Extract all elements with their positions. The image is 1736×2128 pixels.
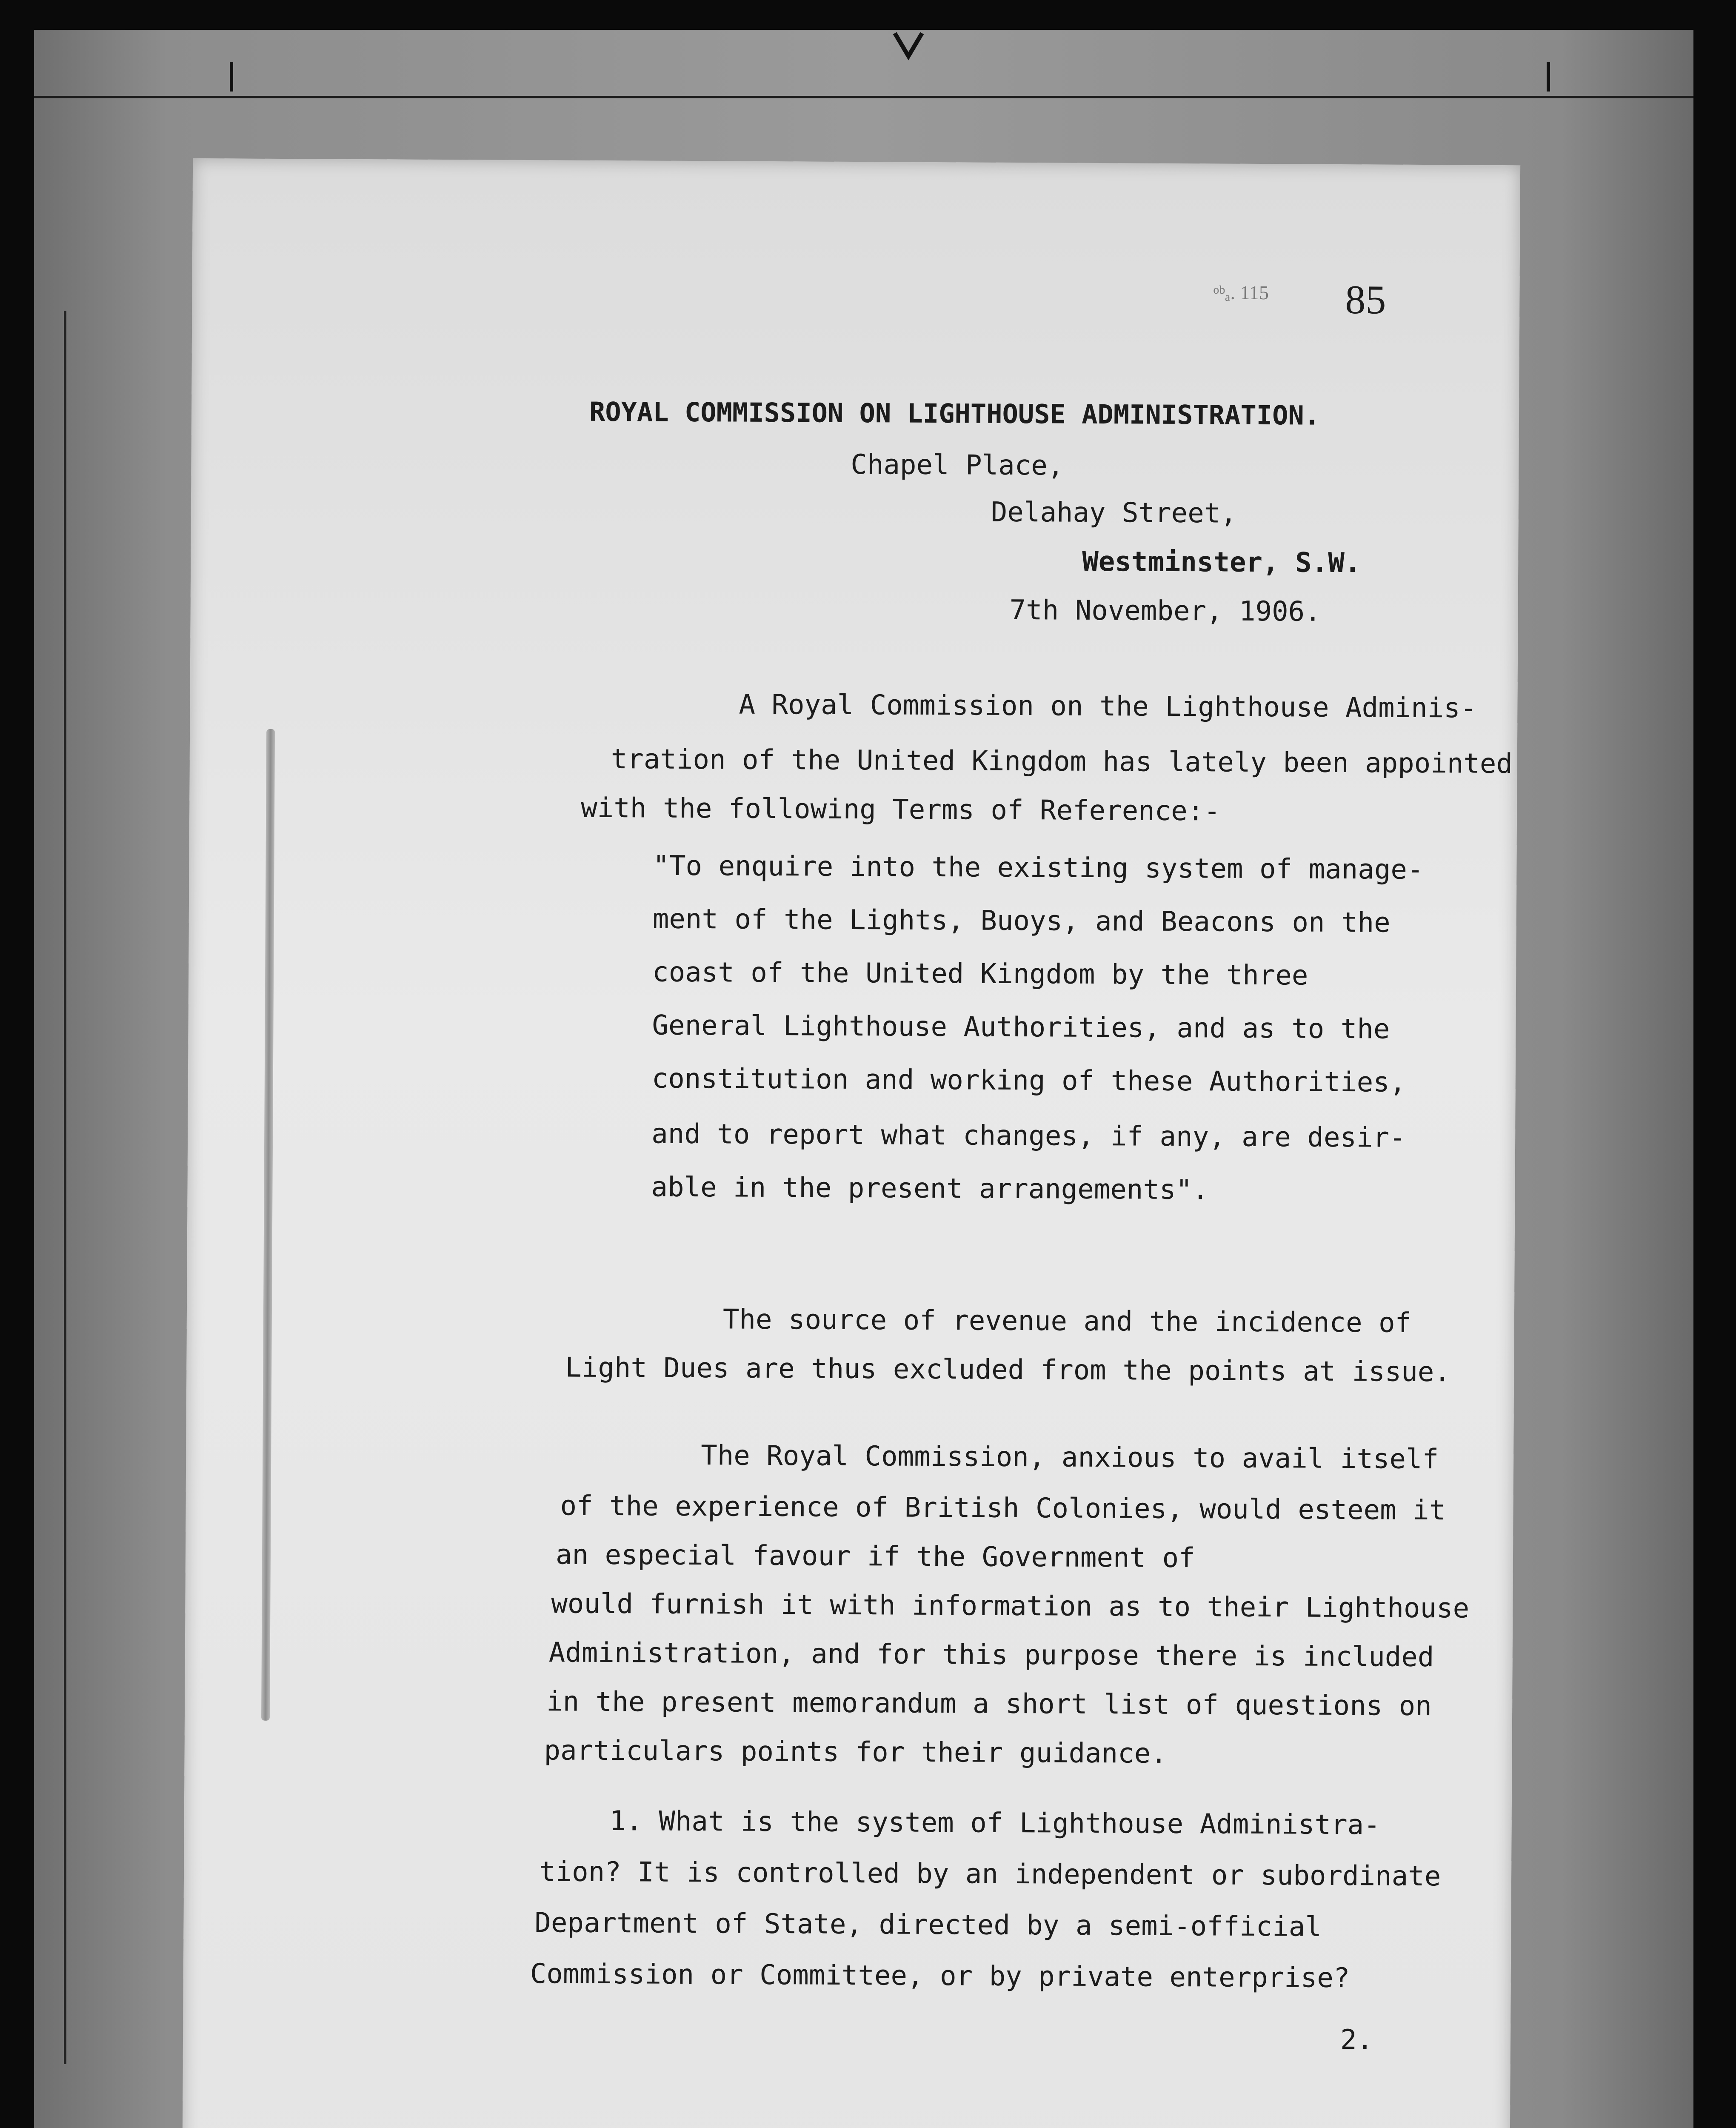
body-line: in the present memorandum a short list of questions on <box>546 1686 1432 1722</box>
body-line: of the experience of British Colonies, would esteem it <box>560 1490 1446 1527</box>
quote-line: able in the present arrangements". <box>651 1171 1209 1206</box>
quote-line: ment of the Lights, Buoys, and Beacons on the <box>652 903 1391 939</box>
page-number: 85 <box>1345 277 1386 323</box>
archive-stamp: ᵒᵇₐ. 115 <box>1213 281 1269 304</box>
frame-tick-right <box>1547 62 1550 92</box>
quote-line: General Lighthouse Authorities, and as to the <box>652 1010 1390 1045</box>
body-line: The source of revenue and the incidence of <box>722 1304 1412 1339</box>
question-line: 1. What is the system of Lighthouse Administra- <box>609 1805 1380 1841</box>
address-line-2: Delahay Street, <box>991 496 1237 529</box>
body-line: A Royal Commission on the Lighthouse Adminis- <box>739 689 1477 724</box>
document-date: 7th November, 1906. <box>1009 594 1321 628</box>
body-line: particulars points for their guidance. <box>544 1735 1167 1770</box>
body-line: would furnish it with information as to their Lighthouse <box>551 1588 1470 1625</box>
question-line: tion? It is controlled by an independent or subordinate <box>539 1856 1441 1893</box>
margin-marker <box>261 729 275 1721</box>
quote-line: constitution and working of these Authorities, <box>651 1063 1406 1098</box>
address-line-3: Westminster, S.W. <box>1082 546 1361 579</box>
question-line: Department of State, directed by a semi-official <box>534 1907 1322 1943</box>
quote-line: coast of the United Kingdom by the three <box>652 956 1308 992</box>
frame-tick-left <box>230 62 233 92</box>
document-heading: ROYAL COMMISSION ON LIGHTHOUSE ADMINISTRATION. <box>589 396 1320 431</box>
body-line: Light Dues are thus excluded from the points at issue. <box>565 1352 1451 1388</box>
document-page <box>182 158 1520 2128</box>
body-line: with the following Terms of Reference:- <box>580 792 1221 827</box>
body-line: The Royal Commission, anxious to avail itself <box>701 1440 1439 1476</box>
body-line: tration of the United Kingdom has lately been appointed <box>611 744 1513 780</box>
body-line: Administration, and for this purpose there is included <box>548 1637 1434 1673</box>
catchword: 2. <box>1340 2024 1373 2056</box>
quote-line: "To enquire into the existing system of manage- <box>653 850 1424 886</box>
address-line-1: Chapel Place, <box>851 449 1064 482</box>
quote-line: and to report what changes, if any, are desir- <box>651 1118 1406 1154</box>
body-line: an especial favour if the Government of <box>555 1539 1195 1574</box>
frame-notch-icon <box>891 30 925 64</box>
question-line: Commission or Committee, or by private enterprise? <box>530 1958 1350 1994</box>
frame-top-rule <box>34 96 1693 98</box>
frame-left-rule <box>64 311 66 2064</box>
